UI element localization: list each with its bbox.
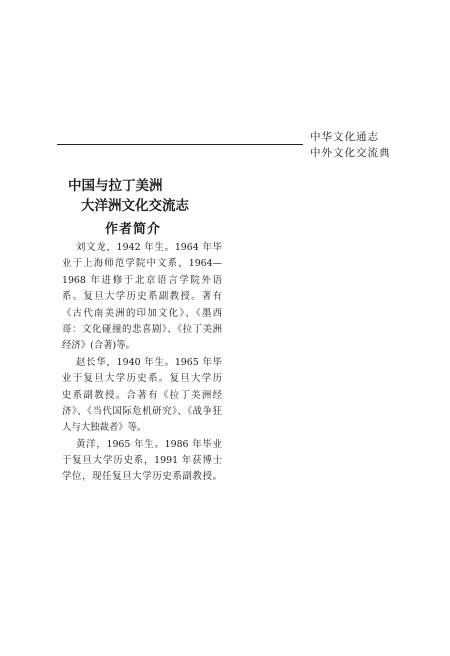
author-bio-liu [62,240,222,355]
bio-line: 刘文龙，1942 年生。1964 年毕 [76,242,222,253]
bio-line: 学位，现任复旦大学历史系副教授。 [62,471,222,483]
bio-line: 业于复旦大学历史系。复旦大学历 [62,373,222,385]
series-title-line2: 中外文化交流典 [310,147,391,159]
bio-line: 赵长华，1940 年生。1965 年毕 [76,356,222,368]
bio-line: 史系副教授。合著有《拉丁美洲经 [62,389,222,401]
series-title-line1: 中华文化通志 [310,131,379,143]
bio-line: 于复旦大学历史系，1991 年获博士 [62,455,222,467]
bio-line: 经济》(合著)等。 [62,340,135,352]
bio-line: 人与大独裁者》等。 [62,422,147,434]
series-title [310,129,391,161]
section-heading: 作者简介 [105,222,162,237]
author-bios [62,240,222,486]
bio-line: 1968 年进修于北京语言学院外语 [62,274,222,286]
bio-line: 系。复旦大学历史系副教授。著有 [62,291,222,303]
bio-line: 《古代南美洲的印加文化》、《墨西 [62,307,222,319]
bio-line: 哥：文化碰撞的悲喜剧》、《拉丁美洲 [62,323,222,335]
author-bio-zhao [62,355,222,437]
bio-line: 黄洋，1965 年生。1986 年毕业 [76,438,222,450]
author-bio-huang [62,437,222,486]
bio-line: 济》、《当代国际危机研究》、《战争狂 [62,405,222,417]
bio-line: 业于上海师范学院中文系，1964— [62,258,222,270]
book-title-line2: 大洋洲文化交流志 [81,198,189,214]
book-title-line1: 中国与拉丁美洲 [68,178,163,194]
header-rule [57,144,303,145]
book-title [68,176,189,216]
